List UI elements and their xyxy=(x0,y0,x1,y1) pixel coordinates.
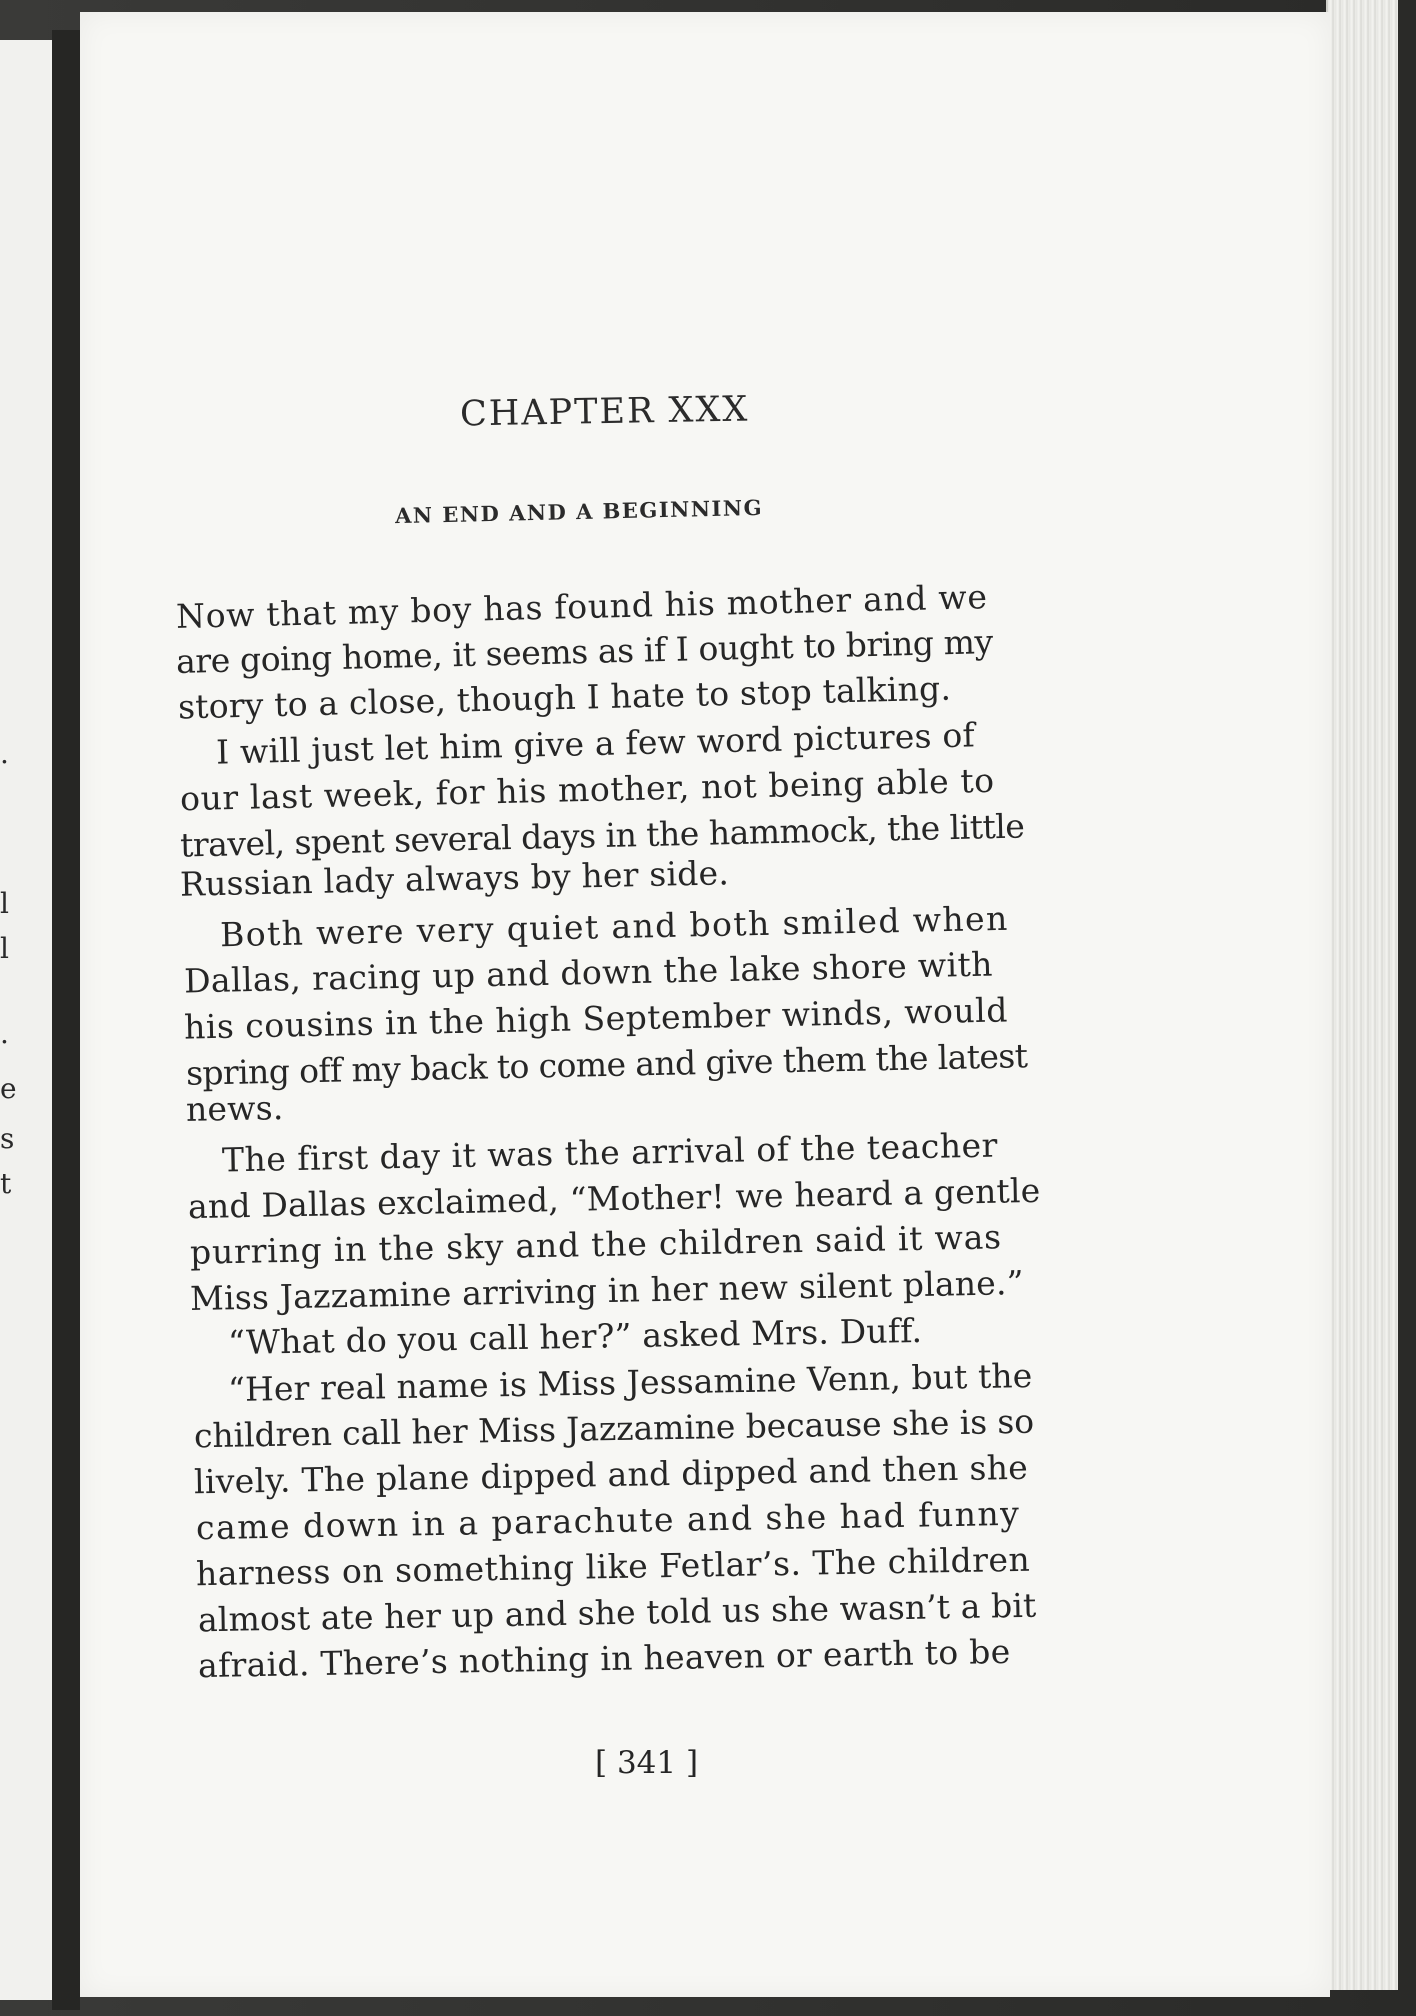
text-line: came down in a parachute and she had funny xyxy=(195,1493,1021,1548)
text-line: news. xyxy=(185,1088,284,1129)
text-line: children call her Miss Jazzamine because she is so xyxy=(193,1401,1035,1456)
text-line: I will just let him give a few word pictures of xyxy=(215,715,976,772)
book-page xyxy=(80,12,1330,1997)
text-line: The first day it was the arrival of the teacher xyxy=(221,1125,999,1180)
text-line: afraid. There’s nothing in heaven or earth to be xyxy=(197,1631,1011,1686)
left-page-fragment: t xyxy=(0,1167,12,1200)
left-facing-page xyxy=(0,40,52,2000)
text-line: Miss Jazzamine arriving in her new silent plane.” xyxy=(189,1263,1025,1318)
text-line: purring in the sky and the children said it was xyxy=(189,1217,1003,1272)
text-line: Dallas, racing up and down the lake shore with xyxy=(183,944,994,1001)
text-line: his cousins in the high September winds, would xyxy=(183,990,1009,1047)
text-line: travel, spent several days in the hammock, the little xyxy=(179,806,1025,865)
left-page-fragment: . xyxy=(0,1017,9,1050)
left-page-fragment: l xyxy=(0,932,9,965)
text-line: are going home, it seems as if I ought to bring my xyxy=(175,622,994,681)
chapter-subtitle: AN END AND A BEGINNING xyxy=(394,494,764,529)
book-gutter xyxy=(52,30,80,2010)
text-line: spring off my back to come and give them the latest xyxy=(185,1036,1028,1093)
text-line: lively. The plane dipped and dipped and then she xyxy=(193,1447,1029,1502)
chapter-title: CHAPTER XXX xyxy=(459,389,750,435)
text-line: “What do you call her?” asked Mrs. Duff. xyxy=(227,1310,923,1363)
text-line: story to a close, though I hate to stop talking. xyxy=(177,668,952,727)
text-line: Both were very quiet and both smiled when xyxy=(219,898,1010,955)
text-line: and Dallas exclaimed, “Mother! we heard a gentle xyxy=(187,1170,1041,1227)
page-edge-stack xyxy=(1326,0,1398,1990)
text-line: harness on something like Fetlar’s. The children xyxy=(195,1539,1031,1594)
left-page-fragment: e xyxy=(0,1072,17,1105)
left-page-fragment: . xyxy=(0,737,9,770)
text-line: “Her real name is Miss Jessamine Venn, but the xyxy=(227,1355,1033,1410)
left-page-fragment: s xyxy=(0,1122,15,1155)
page-number: [ 341 ] xyxy=(595,1745,699,1781)
left-page-fragment: l xyxy=(0,887,9,920)
text-line: our last week, for his mother, not being able to xyxy=(179,760,996,819)
text-line: almost ate her up and she told us she wasn’t a bit xyxy=(197,1585,1037,1640)
text-line: Now that my boy has found his mother and we xyxy=(175,577,989,636)
text-line: Russian lady always by her side. xyxy=(179,853,730,904)
